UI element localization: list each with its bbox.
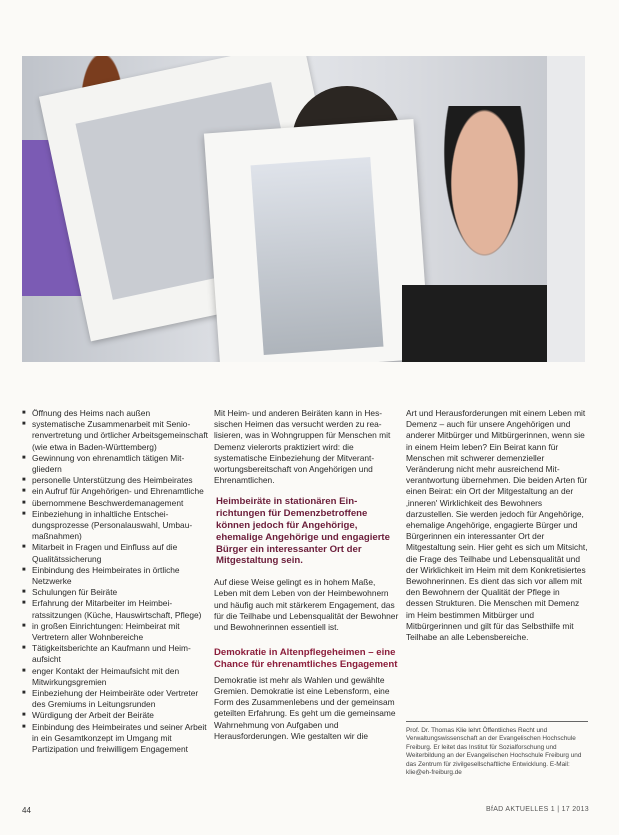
photo-wall bbox=[547, 56, 585, 362]
photo-picture-frame-center-opening bbox=[251, 157, 384, 355]
pull-quote: Heimbeiräte in stationären Einrichtungen für Demenzbetroffene können jedoch für Angehörige, ehemalige Angehörige und engagierte Bürger ein interessanter Ort der Mitgestaltung sein. bbox=[216, 496, 390, 567]
list-item: ■ Öffnung des Heims nach außen bbox=[22, 408, 208, 419]
body-paragraph: Demokratie ist mehr als Wahlen und gewählte Gremien. Demokratie ist eine Lebensform, eine Form des Zusammenlebens und der gemeinsam geteilten Erfahrung. Es geht um die gemeinsame Wahrnehmung von Aufgaben und Herausforderungen. Wie gestalten wir die bbox=[214, 674, 396, 741]
list-item: ■ Erfahrung der Mitarbeiter im Heimbeiratssitzungen (Küche, Hauswirtschaft, Pflege) bbox=[22, 598, 208, 620]
list-item: ■ ein Aufruf für Angehörigen- und Ehrenamtliche bbox=[22, 486, 208, 497]
list-item: ■ übernommene Beschwerdemanagement bbox=[22, 498, 208, 509]
list-item: ■ enger Kontakt der Heimaufsicht mit den Mitwirkungsgremien bbox=[22, 666, 208, 688]
column-left bbox=[22, 408, 208, 755]
list-item: ■ Einbindung des Heimbeirates in örtliche Netzwerke bbox=[22, 565, 208, 587]
recommendation-list bbox=[22, 408, 208, 755]
publication-footer: BfAD AKTUELLES 1 | 17 2013 bbox=[485, 806, 589, 813]
list-item: ■ systematische Zusammenarbeit mit Seniorenvertretung und örtlicher Arbeitsgemeinschaft (wie etwa in Baden-Württemberg) bbox=[22, 419, 208, 453]
list-item: ■ Tätigkeitsberichte an Kaufmann und Heimaufsicht bbox=[22, 643, 208, 665]
body-paragraph: Art und Herausforderungen mit einem Leben mit Demenz – auch für unsere Angehörigen und anderer Mitbürger und Mitbürgerinnen, wenn sie in einem Heim leben? Ein Beirat kann für Menschen mit schwerer demenzieller Veränderung nicht mehr ausreichend Mitverantwortung übernehmen. Die beiden Arten für einen Beirat: ein Ort der Mitgestaltung an der ‚inneren' Wirklichkeit des Bewohners darzustellen. Sie werden jedoch für Angehörige, ehemalige Angehörige, engagierte Bürger und Bürgerinnen ein interessanter Ort der Mitgestaltung sein. Hier geht es sich um Mitsicht, die Frage des Teilhabe und Lebensqualität und der Wirklichkeit im Heim mit dem Konkretisiertes Bewohnerinnen. Es dient das sich vor allem mit den Bewohnern der Qualität der Pflege in dessen Strukturen. Die Menschen mit Demenz im Heim bestimmen Mitbürger und Mitbürgerinnen und gilt für das Selbsthilfe mit Teilhabe an alle Lebensbereiche. bbox=[406, 408, 588, 643]
page-number: 44 bbox=[22, 806, 31, 815]
list-item: ■ Einbindung des Heimbeirates und seiner Arbeit in ein Gesamtkonzept im Umgang mit Partizipation und freiwilligem Engagement bbox=[22, 722, 208, 756]
body-paragraph: Mit Heim- und anderen Beiräten kann in Hessischen Heimen das versucht werden zu realisieren, was in Wohngruppen für Menschen mit Demenz vielerorts praktiziert wird: die systematische Einbeziehung der Mitverantwortungsbereitschaft von Angehörigen und Ehrenamtlichen. bbox=[214, 408, 391, 486]
photo-person-right bbox=[402, 106, 552, 362]
list-item: ■ personelle Unterstützung des Heimbeirates bbox=[22, 475, 208, 486]
section-heading: Demokratie in Altenpflegeheimen – eine Chance für ehrenamtliches Engagement bbox=[214, 647, 398, 671]
list-item: ■ Einbeziehung in inhaltliche Entscheidungsprozesse (Personalauswahl, Umbaumaßnahmen) bbox=[22, 509, 208, 543]
list-item: ■ Gewinnung von ehrenamtlich tätigen Mitgliedern bbox=[22, 453, 208, 475]
column-right bbox=[406, 408, 588, 643]
list-item: ■ Schulungen für Beiräte bbox=[22, 587, 208, 598]
header-photo bbox=[22, 56, 585, 362]
list-item: ■ Mitarbeit in Fragen und Einfluss auf die Qualitätssicherung bbox=[22, 542, 208, 564]
author-note: Prof. Dr. Thomas Klie lehrt Öffentliches Recht und Verwaltungswissenschaft an der Evangelischen Hochschule Freiburg. Er leitet das Institut für Sozialforschung und Weiterbildung an der Evangelischen Hochschule Freiburg und das Zentrum für zivilgesellschaftliche Entwicklung. E-Mail: klie@eh-freiburg.de bbox=[406, 721, 588, 777]
list-item: ■ in großen Einrichtungen: Heimbeirat mit Vertretern aller Wohnbereiche bbox=[22, 621, 208, 643]
list-item: ■ Würdigung der Arbeit der Beiräte bbox=[22, 710, 208, 721]
body-paragraph: Auf diese Weise gelingt es in hohem Maße, Leben mit dem Leben von der Heimbewohnern und häufig auch mit stärkerem Engagement, das für die Teilhabe und Lebensqualität der Bewohner und Bewohnerinnen essentiell ist. bbox=[214, 577, 399, 633]
list-item: ■ Einbeziehung der Heimbeiräte oder Vertreter des Gremiums in Leitungsrunden bbox=[22, 688, 208, 710]
column-middle bbox=[214, 408, 400, 742]
